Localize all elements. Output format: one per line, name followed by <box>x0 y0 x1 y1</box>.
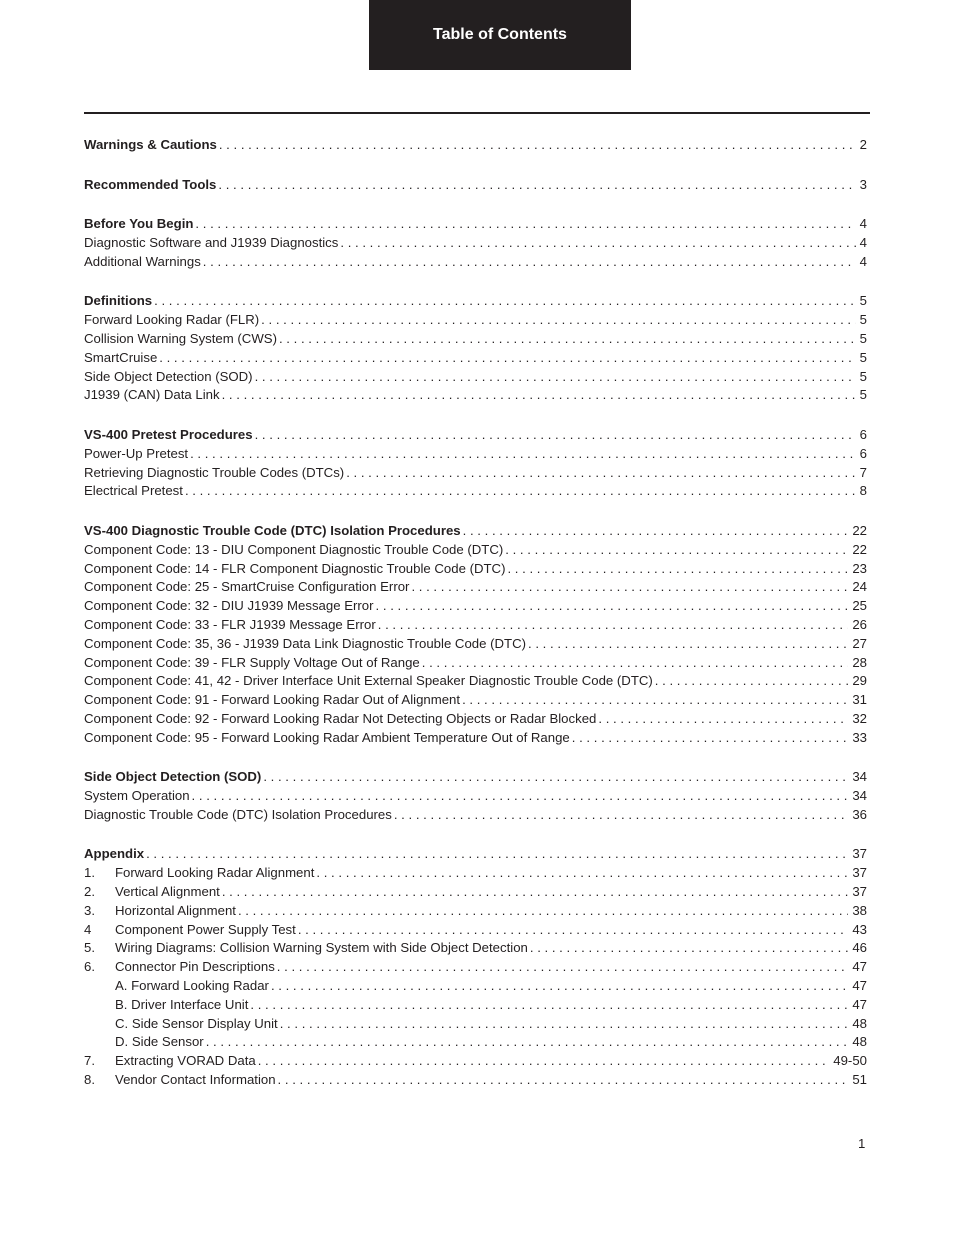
toc-section <box>84 522 867 748</box>
toc-entry-title: A. Forward Looking Radar <box>115 978 269 994</box>
toc-entry-page: 5 <box>859 312 867 328</box>
toc-entry-title: Diagnostic Software and J1939 Diagnostics <box>84 234 339 250</box>
dot-leader <box>279 330 856 349</box>
toc-entry-page: 8 <box>859 483 867 499</box>
toc-entry-number: 7. <box>84 1053 95 1069</box>
toc-entry[interactable] <box>84 672 867 691</box>
toc-entry-title: C. Side Sensor Display Unit <box>115 1015 278 1031</box>
toc-entry-page: 31 <box>852 692 867 708</box>
dot-leader <box>298 921 849 940</box>
toc-entry[interactable] <box>84 1015 867 1034</box>
toc-entry-page: 5 <box>859 293 867 309</box>
toc-entry-title: D. Side Sensor <box>115 1034 204 1050</box>
toc-section-heading[interactable] <box>84 292 867 311</box>
toc-entry-title: Component Code: 33 - FLR J1939 Message Error <box>84 616 376 632</box>
toc-section-heading[interactable] <box>84 768 867 787</box>
toc-entry[interactable] <box>84 864 867 883</box>
toc-entry[interactable] <box>84 253 867 272</box>
dot-leader <box>655 672 849 691</box>
toc-entry-page: 38 <box>852 902 867 918</box>
dot-leader <box>378 616 849 635</box>
toc-entry-title: VS-400 Diagnostic Trouble Code (DTC) Isolation Procedures <box>84 522 461 538</box>
dot-leader <box>340 234 855 253</box>
dot-leader <box>146 845 848 864</box>
toc-entry-title: Component Power Supply Test <box>115 921 296 937</box>
dot-leader <box>238 902 848 921</box>
toc-section <box>84 176 867 195</box>
toc-entry-title: Horizontal Alignment <box>115 902 236 918</box>
toc-entry[interactable] <box>84 921 867 940</box>
toc-entry-page: 47 <box>852 978 867 994</box>
dot-leader <box>505 541 848 560</box>
toc-entry-title: Wiring Diagrams: Collision Warning System with Side Object Detection <box>115 940 528 956</box>
toc-entry-page: 23 <box>852 560 867 576</box>
toc-entry-page: 32 <box>852 710 867 726</box>
toc-entry[interactable] <box>84 958 867 977</box>
toc-entry-page: 51 <box>852 1072 867 1088</box>
toc-entry[interactable] <box>84 939 867 958</box>
dot-leader <box>422 654 849 673</box>
toc-entry[interactable] <box>84 234 867 253</box>
toc-entry-number: 3. <box>84 902 95 918</box>
dot-leader <box>572 729 849 748</box>
toc-entry-title: SmartCruise <box>84 349 158 365</box>
dot-leader <box>346 464 855 483</box>
toc-entry[interactable] <box>84 578 867 597</box>
toc-entry-page: 2 <box>859 137 867 152</box>
toc-section-heading[interactable] <box>84 426 867 445</box>
toc-entry-page: 49-50 <box>833 1053 867 1069</box>
toc-entry-page: 34 <box>852 769 867 785</box>
toc-entry[interactable] <box>84 883 867 902</box>
toc-entry[interactable] <box>84 541 867 560</box>
toc-entry[interactable] <box>84 787 867 806</box>
toc-entry-title: Vendor Contact Information <box>115 1072 276 1088</box>
toc-entry-page: 5 <box>859 330 867 346</box>
toc-section-heading[interactable] <box>84 136 867 155</box>
toc-section <box>84 136 867 155</box>
toc-entry[interactable] <box>84 806 867 825</box>
toc-entry-title: System Operation <box>84 788 190 804</box>
dot-leader <box>463 522 849 541</box>
dot-leader <box>218 176 855 195</box>
toc-entry-page: 24 <box>852 579 867 595</box>
dot-leader <box>195 215 855 234</box>
toc-entry-title: Vertical Alignment <box>115 884 220 900</box>
toc-entry-title: Retrieving Diagnostic Trouble Codes (DTCs) <box>84 464 345 480</box>
toc-section <box>84 845 867 1089</box>
toc-entry[interactable] <box>84 330 867 349</box>
toc-entry-page: 5 <box>859 368 867 384</box>
toc-section-heading[interactable] <box>84 215 867 234</box>
dot-leader <box>222 386 856 405</box>
toc-entry-page: 46 <box>852 940 867 956</box>
toc-entry[interactable] <box>84 560 867 579</box>
toc-entry-number: 6. <box>84 959 95 975</box>
toc-entry-page: 43 <box>852 921 867 937</box>
toc-entry-title: Forward Looking Radar Alignment <box>115 865 315 881</box>
toc-entry-page: 47 <box>852 959 867 975</box>
dot-leader <box>528 635 848 654</box>
toc-entry-page: 48 <box>852 1034 867 1050</box>
toc-section <box>84 768 867 824</box>
dot-leader <box>192 787 849 806</box>
toc-entry[interactable] <box>84 1033 867 1052</box>
toc-entry-number: 5. <box>84 940 95 956</box>
toc-entry-title: Diagnostic Trouble Code (DTC) Isolation Procedures <box>84 806 392 822</box>
dot-leader <box>316 864 848 883</box>
toc-entry-page: 5 <box>859 349 867 365</box>
dot-leader <box>255 426 856 445</box>
toc-entry-title: Side Object Detection (SOD) <box>84 769 262 785</box>
toc-entry[interactable] <box>84 902 867 921</box>
toc-entry-title: Side Object Detection (SOD) <box>84 368 253 384</box>
header-divider <box>84 112 870 114</box>
toc-entry-title: Electrical Pretest <box>84 483 183 499</box>
dot-leader <box>598 710 848 729</box>
toc-entry-title: Component Code: 92 - Forward Looking Radar Not Detecting Objects or Radar Blocked <box>84 710 597 726</box>
toc-entry-title: Component Code: 25 - SmartCruise Configuration Error <box>84 579 410 595</box>
toc-entry-page: 25 <box>852 598 867 614</box>
toc-entry-page: 5 <box>859 387 867 403</box>
toc-entry-page: 27 <box>852 635 867 651</box>
toc-entry-title: Component Code: 95 - Forward Looking Radar Ambient Temperature Out of Range <box>84 729 570 745</box>
dot-leader <box>280 1015 849 1034</box>
toc-entry[interactable] <box>84 482 867 501</box>
dot-leader <box>219 136 856 155</box>
dot-leader <box>376 597 849 616</box>
toc-entry-title: Component Code: 39 - FLR Supply Voltage Out of Range <box>84 654 420 670</box>
toc-entry-page: 22 <box>852 541 867 557</box>
toc-section-heading[interactable] <box>84 522 867 541</box>
toc-section-heading[interactable] <box>84 176 867 195</box>
toc-entry-title: Definitions <box>84 293 153 309</box>
dot-leader <box>394 806 848 825</box>
toc-entry-title: Appendix <box>84 846 145 862</box>
toc-entry-title: J1939 (CAN) Data Link <box>84 387 220 403</box>
dot-leader <box>203 253 856 272</box>
toc-entry[interactable] <box>84 464 867 483</box>
toc-entry-page: 3 <box>859 176 867 192</box>
toc-entry-page: 48 <box>852 1015 867 1031</box>
toc-entry-page: 4 <box>859 253 867 269</box>
dot-leader <box>530 939 848 958</box>
toc-entry[interactable] <box>84 1052 867 1071</box>
toc-entry-title: VS-400 Pretest Procedures <box>84 426 253 442</box>
toc-entry[interactable] <box>84 691 867 710</box>
toc-entry-title: Component Code: 91 - Forward Looking Radar Out of Alignment <box>84 692 461 708</box>
toc-entry-title: Component Code: 32 - DIU J1939 Message Error <box>84 598 374 614</box>
toc-entry[interactable] <box>84 1071 867 1090</box>
toc-entry-page: 22 <box>852 522 867 538</box>
toc-entry-title: Forward Looking Radar (FLR) <box>84 312 260 328</box>
toc-entry-page: 26 <box>852 616 867 632</box>
toc-section <box>84 215 867 271</box>
toc-entry-title: Component Code: 41, 42 - Driver Interface Unit External Speaker Diagnostic Trouble Code (DTC) <box>84 673 653 689</box>
dot-leader <box>411 578 848 597</box>
dot-leader <box>185 482 856 501</box>
toc-entry-title: Power-Up Pretest <box>84 445 189 461</box>
dot-leader <box>255 368 856 387</box>
toc-section <box>84 292 867 405</box>
toc-entry-page: 33 <box>852 729 867 745</box>
toc-entry[interactable] <box>84 977 867 996</box>
dot-leader <box>261 311 855 330</box>
toc-entry-page: 6 <box>859 445 867 461</box>
toc-entry-page: 4 <box>859 216 867 232</box>
toc-entry-title: Component Code: 13 - DIU Component Diagnostic Trouble Code (DTC) <box>84 541 504 557</box>
toc-entry-title: Component Code: 14 - FLR Component Diagnostic Trouble Code (DTC) <box>84 560 506 576</box>
toc-entry[interactable] <box>84 445 867 464</box>
toc-entry[interactable] <box>84 349 867 368</box>
toc-entry-page: 4 <box>859 234 867 250</box>
toc-entry[interactable] <box>84 654 867 673</box>
dot-leader <box>277 958 849 977</box>
dot-leader <box>222 883 849 902</box>
toc-entry-page: 28 <box>852 654 867 670</box>
toc-entry[interactable] <box>84 996 867 1015</box>
dot-leader <box>258 1052 830 1071</box>
toc-entry-number: 8. <box>84 1072 95 1088</box>
dot-leader <box>271 977 848 996</box>
toc-entry-page: 7 <box>859 464 867 480</box>
dot-leader <box>154 292 856 311</box>
toc-entry-title: Connector Pin Descriptions <box>115 959 275 975</box>
dot-leader <box>462 691 848 710</box>
toc-entry-title: Before You Begin <box>84 216 194 232</box>
page-title: Table of Contents <box>433 26 567 43</box>
dot-leader <box>263 768 848 787</box>
toc-entry-title: Extracting VORAD Data <box>115 1053 256 1069</box>
toc-entry-page: 47 <box>852 996 867 1012</box>
toc-entry[interactable] <box>84 368 867 387</box>
dot-leader <box>206 1033 849 1052</box>
toc-entry-title: Recommended Tools <box>84 176 217 192</box>
dot-leader <box>250 996 848 1015</box>
toc-entry[interactable] <box>84 635 867 654</box>
toc-entry[interactable] <box>84 386 867 405</box>
dot-leader <box>159 349 855 368</box>
toc-entry-title: Additional Warnings <box>84 253 201 269</box>
toc-entry-page: 37 <box>852 865 867 881</box>
toc-entry[interactable] <box>84 616 867 635</box>
toc-entry-page: 29 <box>852 673 867 689</box>
toc-entry-page: 37 <box>852 846 867 862</box>
toc-section-heading[interactable] <box>84 845 867 864</box>
toc-entry[interactable] <box>84 597 867 616</box>
dot-leader <box>507 560 848 579</box>
toc-entry[interactable] <box>84 710 867 729</box>
toc-entry-number: 1. <box>84 865 95 881</box>
toc-entry-title: B. Driver Interface Unit <box>115 996 249 1012</box>
toc-entry-number: 2. <box>84 884 95 900</box>
table-of-contents <box>84 136 867 1111</box>
toc-entry[interactable] <box>84 729 867 748</box>
toc-entry-number: 4 <box>84 921 92 937</box>
dot-leader <box>190 445 856 464</box>
toc-entry-title: Component Code: 35, 36 - J1939 Data Link Diagnostic Trouble Code (DTC) <box>84 635 527 651</box>
toc-entry[interactable] <box>84 311 867 330</box>
toc-entry-page: 36 <box>852 806 867 822</box>
toc-entry-page: 6 <box>859 426 867 442</box>
toc-entry-page: 37 <box>852 884 867 900</box>
toc-entry-title: Collision Warning System (CWS) <box>84 330 277 346</box>
toc-section <box>84 426 867 501</box>
toc-entry-title: Warnings & Cautions <box>84 137 217 152</box>
toc-entry-page: 34 <box>852 788 867 804</box>
dot-leader <box>278 1071 849 1090</box>
page-number: 1 <box>858 1136 866 1151</box>
toc-header-tab <box>369 0 631 70</box>
